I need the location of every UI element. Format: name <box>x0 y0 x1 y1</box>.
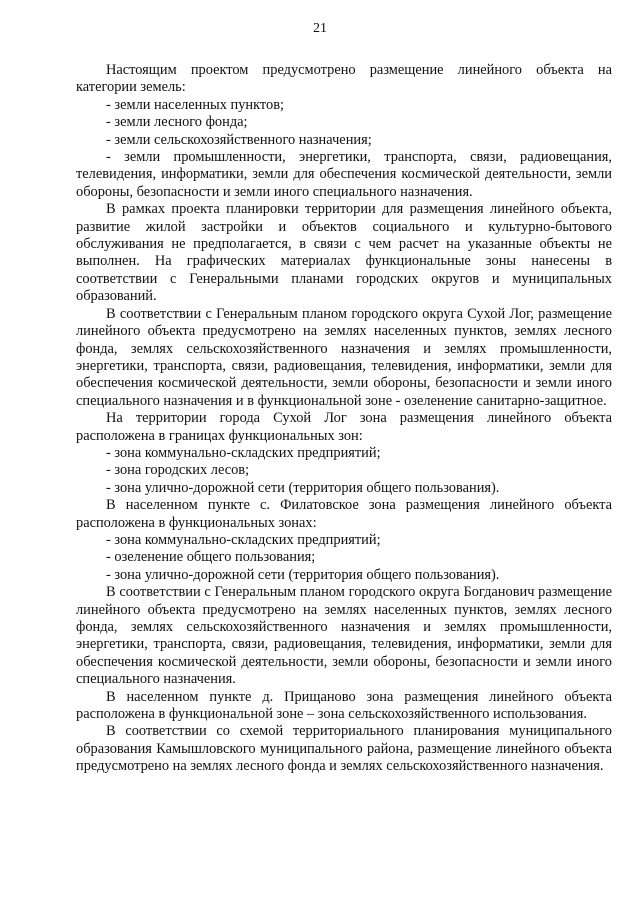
document-body <box>76 62 612 776</box>
paragraph: В соответствии с Генеральным планом городского округа Богданович размещение линейного объекта предусмотрено на землях населенных пунктов, землях лесного фонда, землях сельскохозяйственного назначения и землях промышленности, энергетики, транспорта, связи, радиовещания, телевидения, информатики, земли для обеспечения космической деятельности, земли обороны, безопасности и земли иного специального назначения. <box>76 584 612 688</box>
paragraph: В населенном пункте д. Прищаново зона размещения линейного объекта расположена в функциональной зоне – зона сельскохозяйственного использования. <box>76 688 612 723</box>
list-item: - зона улично-дорожной сети (территория общего пользования). <box>106 479 500 496</box>
paragraph: На территории города Сухой Лог зона размещения линейного объекта расположена в границах функциональных зон: <box>76 410 612 444</box>
paragraph: В соответствии с Генеральным планом городского округа Сухой Лог, размещение линейного объекта предусмотрено на землях населенных пунктов, землях лесного фонда, землях сельскохозяйственного назначения и землях промышленности, энергетики, транспорта, связи, радиовещания, телевидения, информатики, земли для обеспечения космической деятельности, земли обороны, безопасности и земли иного специального назначения и в функциональной зоне - озеленение санитарно-защитное. <box>76 305 612 409</box>
list-item: - зона городских лесов; <box>106 462 250 479</box>
list-item: - озеленение общего пользования; <box>106 549 316 566</box>
list-item: - земли лесного фонда; <box>106 114 248 131</box>
list-item: - земли населенных пунктов; <box>106 96 285 113</box>
list-item: - зона улично-дорожной сети (территория общего пользования). <box>106 566 500 583</box>
page-number: 21 <box>313 21 327 36</box>
list-item: - зона коммунально-складских предприятий; <box>106 444 381 461</box>
paragraph: В рамках проекта планировки территории для размещения линейного объекта, развитие жилой застройки и объектов социального и культурно-бытового обслуживания не предполагается, в связи с чем расчет на указанные объекты не выполнен. На графических материалах функциональные зоны нанесены в соответствии с Генеральными планами городских округов и муниципальных образований. <box>76 201 612 305</box>
list-item: - зона коммунально-складских предприятий; <box>106 531 381 548</box>
paragraph: В соответствии со схемой территориального планирования муниципального образования Камышловского муниципального района, размещение линейного объекта предусмотрено на землях лесного фонда и землях сельскохозяйственного назначения. <box>76 723 612 775</box>
list-item: - земли промышленности, энергетики, транспорта, связи, радиовещания, телевидения, информатики, земли для обеспечения космической деятельности, земли обороны, безопасности и земли иного специального назначения. <box>76 149 612 200</box>
paragraph: Настоящим проектом предусмотрено размещение линейного объекта на категории земель: <box>76 62 612 96</box>
paragraph: В населенном пункте с. Филатовское зона размещения линейного объекта расположена в функциональных зонах: <box>76 497 612 531</box>
list-item: - земли сельскохозяйственного назначения; <box>106 131 372 148</box>
